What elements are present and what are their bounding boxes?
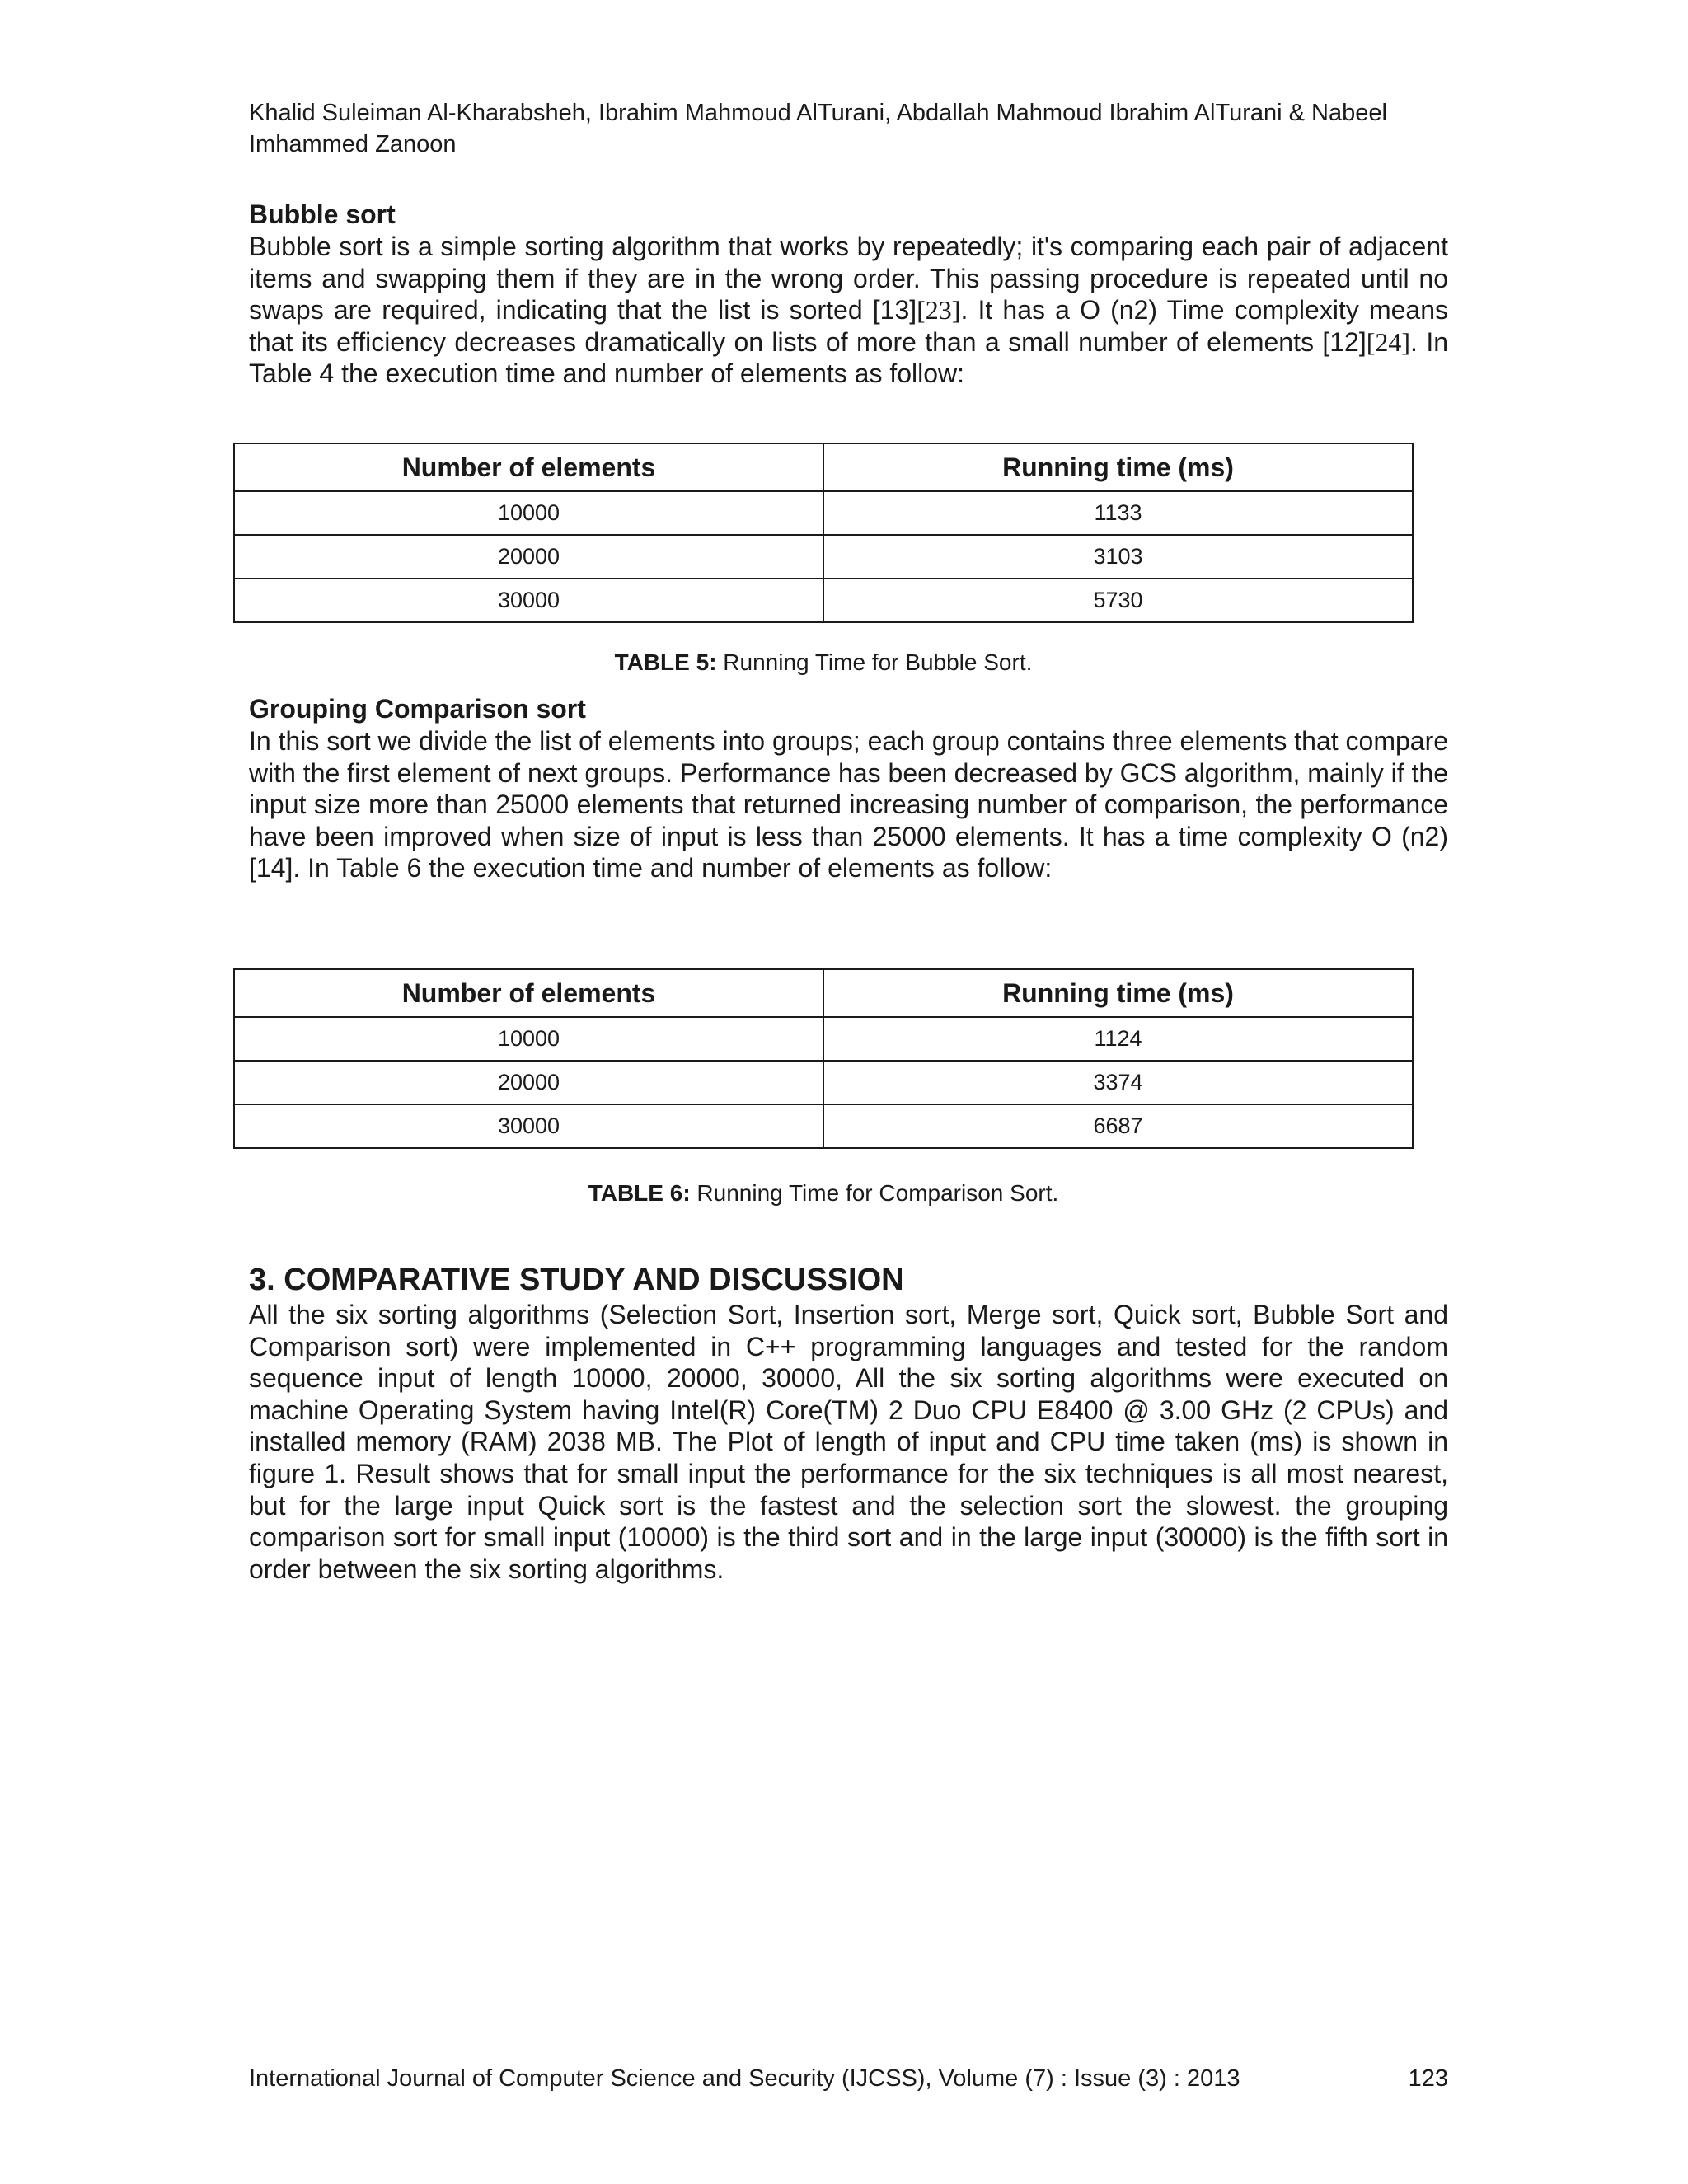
caption-label: TABLE 5: bbox=[614, 649, 717, 675]
cell-running-time: 3103 bbox=[823, 535, 1413, 579]
table-6 bbox=[233, 968, 1414, 1149]
table-5 bbox=[233, 443, 1414, 623]
column-header-running-time: Running time (ms) bbox=[823, 969, 1413, 1017]
section-3-title: 3. COMPARATIVE STUDY AND DISCUSSION bbox=[249, 1263, 904, 1297]
running-header: Khalid Suleiman Al-Kharabsheh, Ibrahim Mahmoud AlTurani, Abdallah Mahmoud Ibrahim AlTurani & Nabeel Imhammed Zanoon bbox=[249, 100, 1387, 157]
table-6-caption bbox=[233, 1179, 1414, 1208]
caption-text: Running Time for Bubble Sort. bbox=[716, 649, 1033, 675]
cell-elements: 10000 bbox=[234, 1017, 823, 1061]
cell-elements: 10000 bbox=[234, 491, 823, 535]
grouping-sort-section bbox=[249, 692, 1448, 884]
bubble-sort-paragraph bbox=[249, 231, 1448, 390]
cell-running-time: 3374 bbox=[823, 1061, 1413, 1104]
caption-label: TABLE 6: bbox=[588, 1180, 691, 1206]
table-row bbox=[234, 1017, 1413, 1061]
journal-citation: International Journal of Computer Science and Security (IJCSS), Volume (7) : Issue (3) : 2013 bbox=[249, 2065, 1240, 2092]
table-row bbox=[234, 491, 1413, 535]
page-footer bbox=[249, 2064, 1448, 2093]
section-3-paragraph: All the six sorting algorithms (Selection Sort, Insertion sort, Merge sort, Quick sort, Bubble Sort and Comparison sort) were implemented in C++ programming languages and tested for the random sequence input of length 10000, 20000, 30000, All the six sorting algorithms were executed on machine Operating System having Intel(R) Core(TM) 2 Duo CPU E8400 @ 3.00 GHz (2 CPUs) and installed memory (RAM) 2038 MB. The Plot of length of input and CPU time taken (ms) is shown in figure 1. Result shows that for small input the performance for the six techniques is all most nearest, but for the large input Quick sort is the fastest and the selection sort the slowest. the grouping comparison sort for small input (10000) is the third sort and in the large input (30000) is the fifth sort in order between the six sorting algorithms. bbox=[249, 1300, 1448, 1584]
bubble-sort-section bbox=[249, 198, 1448, 390]
table-row bbox=[234, 579, 1413, 622]
cell-elements: 20000 bbox=[234, 535, 823, 579]
citation-23: [23] bbox=[917, 295, 961, 326]
cell-running-time: 1124 bbox=[823, 1017, 1413, 1061]
page-number: 123 bbox=[1408, 2065, 1448, 2092]
column-header-elements: Number of elements bbox=[234, 969, 823, 1017]
bubble-sort-text-a: Bubble sort is a simple sorting algorithm that works by repeatedly; it's comparing each pair of adjacent items and swapping them if they are in the wrong order. This passing procedure is repeated until no swaps are required, indicating that the list is sorted [13] bbox=[249, 232, 1448, 326]
bubble-sort-heading: Bubble sort bbox=[249, 199, 396, 229]
comparative-study-section bbox=[249, 1261, 1448, 1585]
cell-elements: 20000 bbox=[234, 1061, 823, 1104]
table-row bbox=[234, 1104, 1413, 1148]
cell-running-time: 6687 bbox=[823, 1104, 1413, 1148]
table-row bbox=[234, 1061, 1413, 1104]
column-header-running-time: Running time (ms) bbox=[823, 443, 1413, 491]
table-header-row bbox=[234, 443, 1413, 491]
cell-running-time: 5730 bbox=[823, 579, 1413, 622]
table-5-caption bbox=[233, 648, 1414, 677]
citation-24: [24] bbox=[1366, 326, 1411, 357]
cell-running-time: 1133 bbox=[823, 491, 1413, 535]
cell-elements: 30000 bbox=[234, 1104, 823, 1148]
caption-text: Running Time for Comparison Sort. bbox=[690, 1180, 1059, 1206]
bubble-sort-text-c: . In Table 4 the execution time and number of elements as follow: bbox=[249, 326, 1449, 389]
table-header-row bbox=[234, 969, 1413, 1017]
grouping-sort-paragraph: In this sort we divide the list of elements into groups; each group contains three elements that compare with the first element of next groups. Performance has been decreased by GCS algorithm, mainly if the input size more than 25000 elements that returned increasing number of comparison, the performance have been improved when size of input is less than 25000 elements. It has a time complexity O (n2) [14]. In Table 6 the execution time and number of elements as follow: bbox=[249, 726, 1449, 883]
cell-elements: 30000 bbox=[234, 579, 823, 622]
bubble-sort-text-b: . It has a O (n2) Time complexity means that its efficiency decreases dramatically on lists of more than a small number of elements [12] bbox=[249, 295, 1449, 357]
table-row bbox=[234, 535, 1413, 579]
grouping-sort-heading: Grouping Comparison sort bbox=[249, 694, 586, 724]
column-header-elements: Number of elements bbox=[234, 443, 823, 491]
